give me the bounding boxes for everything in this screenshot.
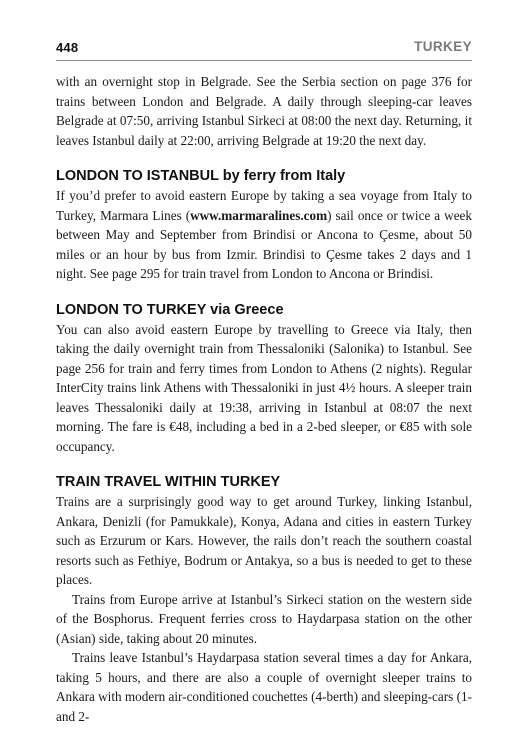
page-header <box>56 38 472 61</box>
ferry-text-before: If you’d prefer to avoid eastern Europe by taking a sea voyage from Italy to Turkey, Marmara Lines ( <box>56 188 472 223</box>
section-heading-turkey: TRAIN TRAVEL WITHIN TURKEY <box>56 474 281 490</box>
page-body <box>56 72 472 726</box>
turkey-paragraph-1: Trains are a surprisingly good way to get around Turkey, linking Istanbul, Ankara, Denizli (for Pamukkale), Konya, Adana and cities in eastern Turkey such as Erzurum or Kars. However, the rails don’t reach the southern coastal resorts such as Fethiye, Bodrum or Antakya, so a bus is needed to get to these places. <box>56 494 472 587</box>
section-spacer <box>56 456 472 472</box>
turkey-paragraph-3: Trains leave Istanbul’s Haydarpasa station several times a day for Ankara, taking 5 hours, and there are also a couple of overnight sleeper trains to Ankara with modern air-conditioned couchettes (4-berth) and sleeping-cars (1- and 2- <box>56 650 472 724</box>
turkey-paragraph-2: Trains from Europe arrive at Istanbul’s Sirkeci station on the western side of the Bosphorus. Frequent ferries cross to Haydarpasa station on the other (Asian) side, taking about 20 minutes. <box>56 591 472 646</box>
intro-paragraph: with an overnight stop in Belgrade. See the Serbia section on page 376 for trains between London and Belgrade. A daily through sleeping-car leaves Belgrade at 07:50, arriving Istanbul Sirkeci at 08:00 the next day. Returning, it leaves Istanbul daily at 22:00, arriving Belgrade at 19:20 the next day. <box>56 74 472 148</box>
ferry-text-after: ) sail once or twice a week between May and September from Brindisi or Ancona to Çesme, about 50 miles or an hour by bus from Izmir. Brindisi to Çesme takes 2 days and 1 night. See page 295 for train travel from London to Ancona or Brindisi. <box>56 207 473 281</box>
section-spacer <box>56 284 472 300</box>
section-heading-greece: LONDON TO TURKEY via Greece <box>56 301 284 318</box>
section-spacer <box>56 150 472 166</box>
section-heading-ferry: LONDON TO ISTANBUL by ferry from Italy <box>56 168 346 184</box>
page-number: 448 <box>56 40 79 55</box>
marmara-lines-url: www.marmaralines.com <box>190 207 328 223</box>
running-title: TURKEY <box>414 39 472 54</box>
ferry-paragraph <box>56 186 472 284</box>
greece-paragraph: You can also avoid eastern Europe by travelling to Greece via Italy, then taking the daily overnight train from Thessaloniki (Salonika) to Istanbul. See page 256 for train and ferry times from London to Athens (2 nights). Regular InterCity trains link Athens with Thessaloniki in just 4½ hours. A sleeper train leaves Thessaloniki daily at 19:38, arriving in Istanbul at 08:07 the next morning. The fare is €48, including a bed in a 2-bed sleeper, or €85 with sole occupancy. <box>56 321 472 454</box>
